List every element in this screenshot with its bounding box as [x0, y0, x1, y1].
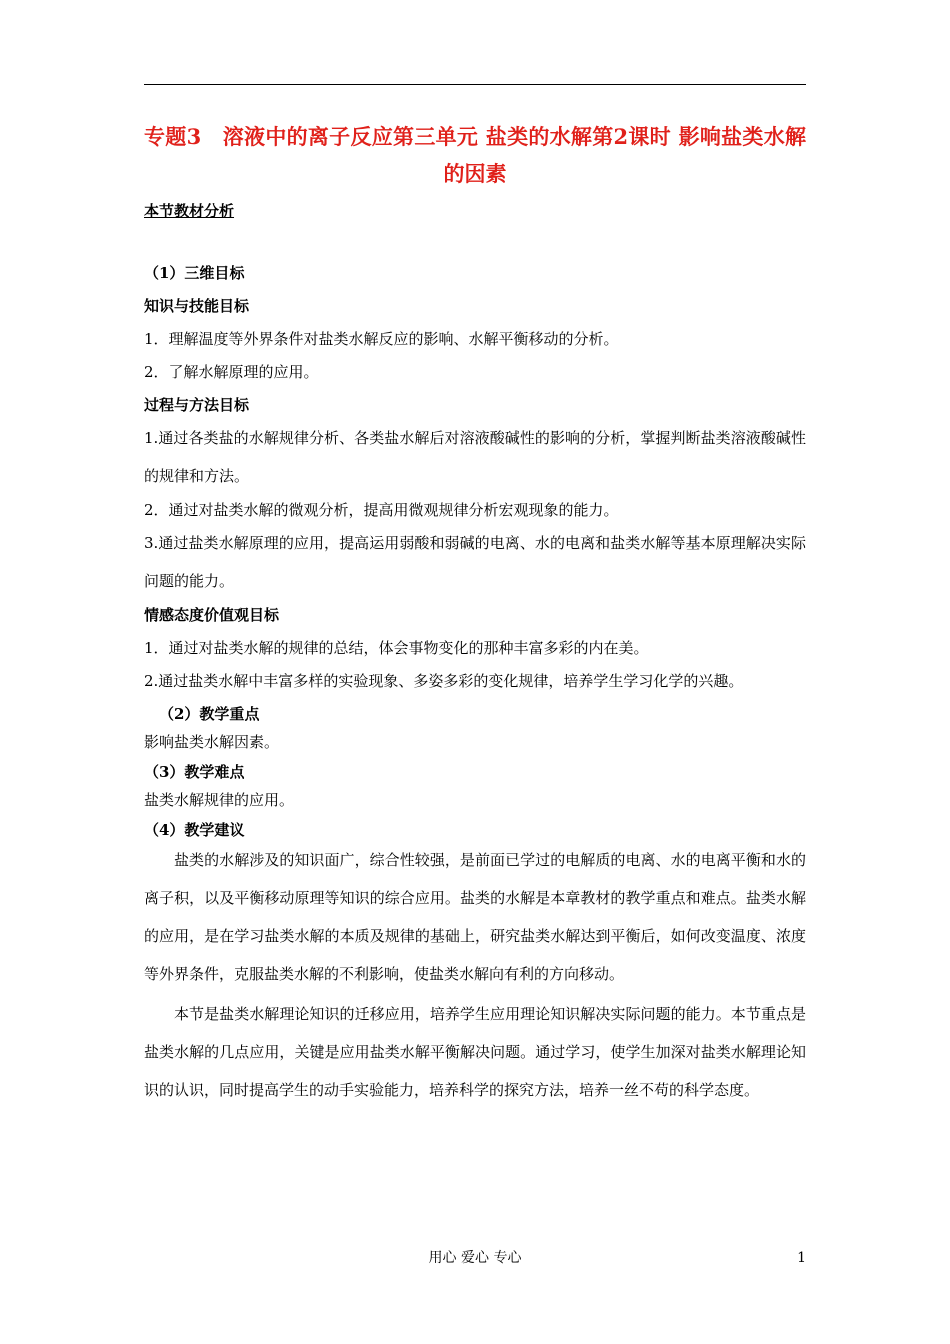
- knowledge-goals-heading: 知识与技能目标: [144, 297, 250, 315]
- page-number: 1: [797, 1250, 806, 1266]
- emotion-goal-item: 1．通过对盐类水解的规律的总结，体会事物变化的那种丰富多彩的内在美。: [144, 639, 649, 657]
- process-goal-item: 1.通过各类盐的水解规律分析、各类盐水解后对溶液酸碱性的影响的分析，掌握判断盐类溶液酸碱性的规律和方法。: [144, 429, 806, 485]
- difficulty-text: 盐类水解规律的应用。: [144, 791, 295, 809]
- section-heading: 本节教材分析: [144, 202, 235, 220]
- emotion-goal-item: 2.通过盐类水解中丰富多样的实验现象、多姿多彩的变化规律，培养学生学习化学的兴趣。: [144, 672, 744, 690]
- process-goals-heading: 过程与方法目标: [144, 396, 250, 414]
- knowledge-goal-item: 2．了解水解原理的应用。: [144, 363, 319, 381]
- goals-heading: （1）三维目标: [144, 264, 245, 282]
- process-goal-item: 3.通过盐类水解原理的应用，提高运用弱酸和弱碱的电离、水的电离和盐类水解等基本原理解决实际问题的能力。: [144, 534, 806, 590]
- suggestion-paragraph: 本节是盐类水解理论知识的迁移应用，培养学生应用理论知识解决实际问题的能力。本节重点是盐类水解的几点应用，关键是应用盐类水解平衡解决问题。通过学习，使学生加深对盐类水解理论知识的认识，同时提高学生的动手实验能力，培养科学的探究方法，培养一丝不苟的科学态度。: [144, 1005, 806, 1099]
- process-goal-item: 2．通过对盐类水解的微观分析，提高用微观规律分析宏观现象的能力。: [144, 501, 619, 519]
- key-point-heading: （2）教学重点: [159, 705, 260, 723]
- footer-motto: 用心 爱心 专心: [428, 1250, 522, 1266]
- emotion-goals-heading: 情感态度价值观目标: [144, 606, 280, 624]
- suggestion-paragraph: 盐类的水解涉及的知识面广，综合性较强，是前面已学过的电解质的电离、水的电离平衡和水的离子积，以及平衡移动原理等知识的综合应用。盐类的水解是本章教材的教学重点和难点。盐类水解的应用，是在学习盐类水解的本质及规律的基础上，研究盐类水解达到平衡后，如何改变温度、浓度等外界条件，克服盐类水解的不利影响，使盐类水解向有利的方向移动。: [144, 851, 806, 983]
- document-body: [144, 262, 806, 1109]
- suggestion-heading: （4）教学建议: [144, 821, 245, 839]
- difficulty-heading: （3）教学难点: [144, 763, 245, 781]
- knowledge-goal-item: 1．理解温度等外界条件对盐类水解反应的影响、水解平衡移动的分析。: [144, 330, 619, 348]
- page-title: 专题3 溶液中的离子反应第三单元 盐类的水解第2课时 影响盐类水解的因素: [144, 124, 806, 186]
- key-point-text: 影响盐类水解因素。: [144, 733, 280, 751]
- header-rule: [144, 84, 806, 85]
